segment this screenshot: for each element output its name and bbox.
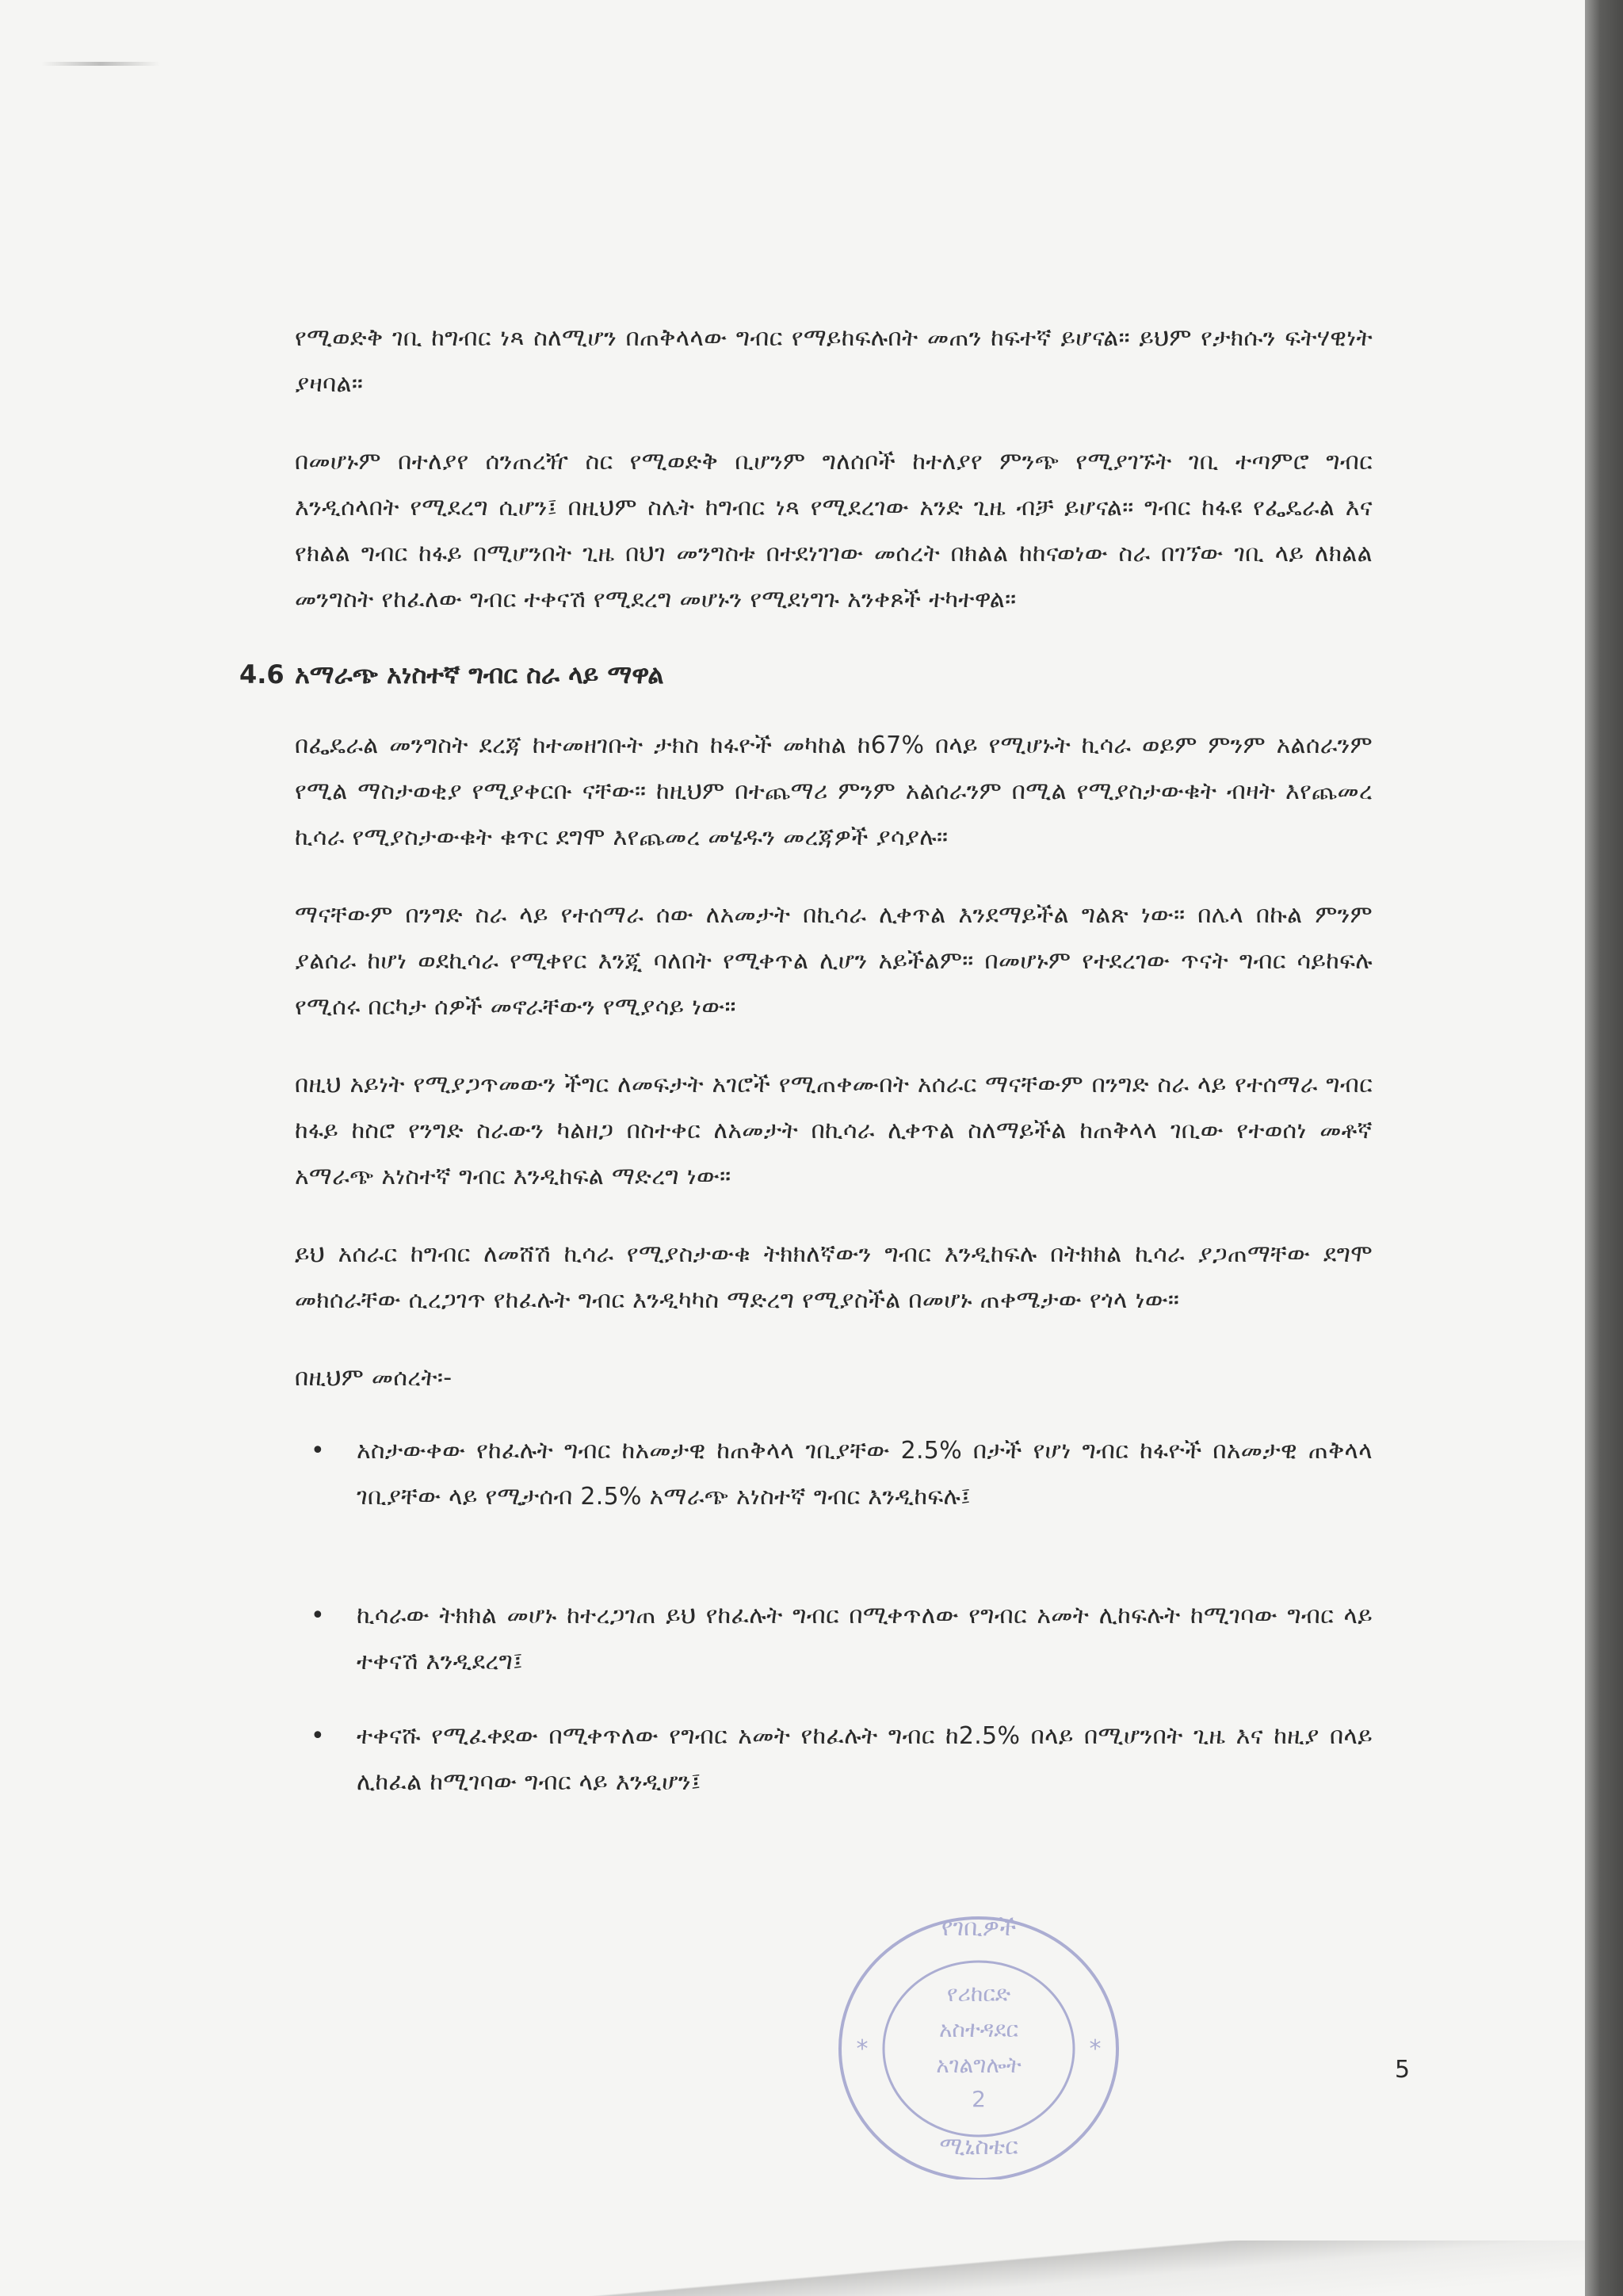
- section-number: 4.6: [239, 659, 285, 690]
- bullet-text: ተቀናሹ የሚፈቀደው በሚቀጥለው የግብር አመት የከፈሉት ግብር ከ2.5% በላይ በሚሆንበት ጊዜ እና ከዚያ በላይ ሊከፈል ከሚገባው ግብር ላይ እንዲሆን፤: [357, 1722, 1373, 1796]
- stamp-star-left: *: [856, 2035, 869, 2063]
- page-number: 5: [1395, 2056, 1411, 2084]
- stamp-ring-text: የገቢዎች: [941, 1914, 1017, 1942]
- stamp-line-2: አስተዳደር: [939, 2016, 1018, 2042]
- stamp-bottom-text: ሚኒስቴር: [939, 2133, 1018, 2160]
- paragraph-1: የሚወድቅ ገቢ ከግብር ነጻ ስለሚሆን በጠቅላላው ግብር የማይከፍሉበት መጠን ከፍተኛ ይሆናል። ይህም የታክሱን ፍትሃዊነት ያዛባል።: [295, 324, 1373, 398]
- stamp-line-4: 2: [972, 2086, 986, 2112]
- scan-artifact: [41, 62, 160, 66]
- paragraph-6: ይህ አሰራር ከግብር ለመሸሽ ኪሳራ የሚያስታውቁ ትክክለኛውን ግብር እንዲከፍሉ በትክክል ኪሳራ ያጋጠማቸው ደግሞ መክሰራቸው ሲረጋገጥ የከፈሉት ግብር እንዲካካስ ማድረግ የሚያስችል በመሆኑ ጠቀሜታው የጎላ ነው።: [295, 1240, 1373, 1314]
- paragraph-7: በዚህም መሰረት፡-: [295, 1364, 453, 1392]
- scan-edge: [1585, 0, 1623, 2296]
- stamp-line-1: የሪከርድ: [946, 1981, 1011, 2007]
- stamp-star-right: *: [1089, 2035, 1102, 2063]
- official-stamp-icon: [808, 1902, 1157, 2179]
- list-item: [295, 1713, 1373, 1805]
- document-body: [239, 315, 1373, 1805]
- scan-shadow: [0, 2241, 1585, 2296]
- paragraph-2: በመሆኑም በተለያየ ሰንጠረዥ ስር የሚወድቅ ቢሆንም ግለሰቦች ከተለያየ ምንጭ የሚያገኙት ገቢ ተጣምሮ ግብር እንዲሰላበት የሚደረግ ሲሆን፤ በዚህም ስሌት ከግብር ነጻ የሚደረገው አንድ ጊዜ ብቻ ይሆናል። ግብር ከፋዩ የፌዴራል እና የክልል ግብር ከፋይ በሚሆንበት ጊዜ በህገ መንግስቱ በተደነገገው መሰረት በክልል ከከናወነው ስራ በገኘው ገቢ ላይ ለክልል መንግስት የከፈለው ግብር ተቀናሽ የሚደረግ መሆኑን የሚደነግጉ አንቀጾች ተካተዋል።: [295, 448, 1373, 613]
- bullet-list: [295, 1428, 1373, 1805]
- stamp-line-3: አገልግሎት: [936, 2052, 1022, 2078]
- section-title: አማራጭ አነስተኛ ግብር ስራ ላይ ማዋል: [295, 659, 664, 690]
- bullet-icon: •: [311, 1722, 325, 1750]
- list-item: [295, 1428, 1373, 1520]
- paragraph-5: በዚህ አይነት የሚያጋጥመውን ችግር ለመፍታት አገሮች የሚጠቀሙበት አሰራር ማናቸውም በንግድ ስራ ላይ የተሰማራ ግብር ከፋይ ከስሮ የንግድ ስራውን ካልዘጋ በስተቀር ለአመታት በኪሳራ ሊቀጥል ስለማይችል ከጠቅላላ ገቢው የተወሰነ መቶኛ አማራጭ አነስተኛ ግብር እንዲከፍል ማድረግ ነው።: [295, 1071, 1373, 1190]
- section-heading: [239, 655, 1373, 694]
- bullet-text: ኪሳራው ትክክል መሆኑ ከተረጋገጠ ይህ የከፈሉት ግብር በሚቀጥለው የግብር አመት ሊከፍሉት ከሚገባው ግብር ላይ ተቀናሽ እንዲደረግ፤: [357, 1602, 1373, 1675]
- paragraph-3: በፌዴራል መንግስት ደረጃ ከተመዘገቡት ታክስ ከፋዮች መካከል ከ67% በላይ የሚሆኑት ኪሳራ ወይም ምንም አልሰራንም የሚል ማስታወቂያ የሚያቀርቡ ናቸው። ከዚህም በተጨማሪ ምንም አልሰራንም በሚል የሚያስታውቁት ብዛት እየጨመረ ኪሳራ የሚያስታውቁት ቁጥር ደግሞ እየጨመረ መሄዱን መረጃዎች ያሳያሉ።: [295, 732, 1373, 851]
- list-item: [295, 1593, 1373, 1685]
- bullet-icon: •: [311, 1602, 325, 1629]
- bullet-icon: •: [311, 1437, 325, 1465]
- paragraph-4: ማናቸውም በንግድ ስራ ላይ የተሰማራ ሰው ለአመታት በኪሳራ ሊቀጥል እንደማይችል ግልጽ ነው። በሌላ በኩል ምንም ያልሰራ ከሆነ ወደኪሳራ የሚቀየር እንጂ ባለበት የሚቀጥል ሊሆን አይችልም። በመሆኑም የተደረገው ጥናት ግብር ሳይከፍሉ የሚሰሩ በርካታ ሰዎች መኖራቸውን የሚያሳይ ነው።: [295, 901, 1373, 1021]
- bullet-text: አስታውቀው የከፈሉት ግብር ከአመታዊ ከጠቅላላ ገቢያቸው 2.5% በታች የሆነ ግብር ከፋዮች በአመታዊ ጠቅላላ ገቢያቸው ላይ የሚታሰብ 2.5% አማራጭ አነስተኛ ግብር እንዲከፍሉ፤: [357, 1437, 1373, 1511]
